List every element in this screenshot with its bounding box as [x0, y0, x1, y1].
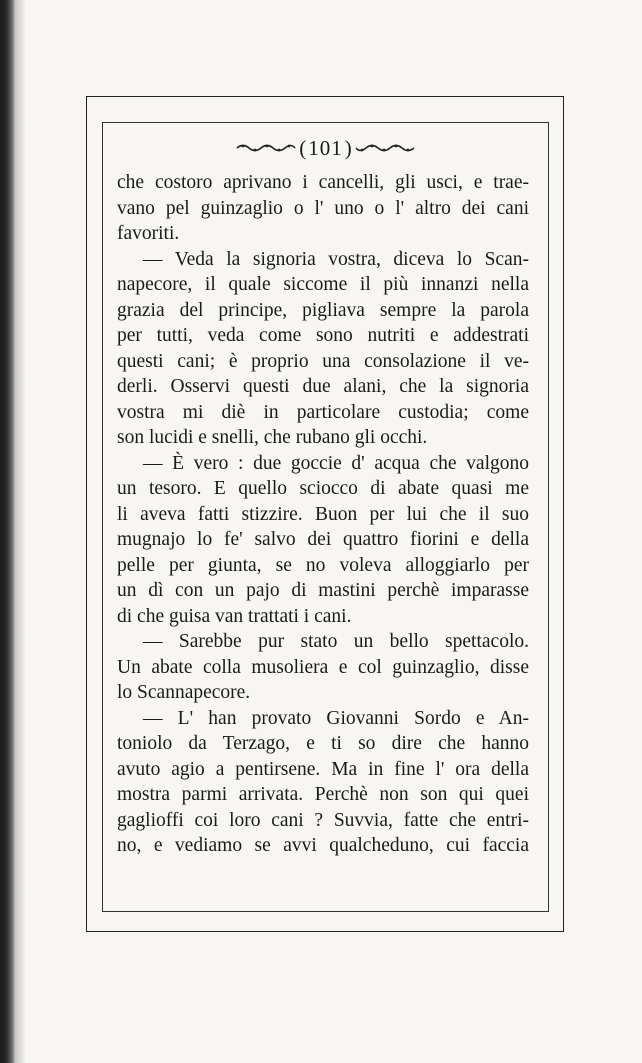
text-line: mostra parmi arrivata. Perchè non son qui quei: [117, 784, 529, 805]
body-text: [117, 170, 529, 859]
text-line: Un abate colla musoliera e col guinzaglio, disse: [117, 656, 529, 678]
right-ornament-icon: [354, 142, 416, 154]
book-spine-edge: [0, 0, 16, 1063]
text-line: grazia del principe, pigliava sempre la parola: [117, 299, 529, 321]
text-line: un dì con un pajo di mastini perchè imparasse: [117, 580, 529, 601]
text-line: toniolo da Terzago, e ti so dire che hanno: [117, 733, 529, 754]
text-line: un tesoro. E quello sciocco di abate quasi me: [117, 478, 529, 499]
text-line: — L' han provato Giovanni Sordo e An-: [143, 707, 529, 729]
header-right-paren: ): [344, 135, 352, 160]
text-line: no, e vediamo se avvi qualcheduno, cui faccia: [117, 835, 529, 856]
text-line: mugnajo lo fe' salvo dei quattro fiorini e della: [117, 529, 529, 550]
text-line: — È vero : due goccie d' acqua che valgono: [143, 452, 529, 474]
text-line: — Veda la signoria vostra, diceva lo Scan-: [143, 248, 529, 270]
text-line: di che guisa van trattati i cani.: [117, 605, 352, 627]
text-line: vostra mi diè in particolare custodia; come: [117, 401, 529, 423]
page-number: 101: [308, 135, 343, 160]
text-line: — Sarebbe pur stato un bello spettacolo.: [143, 631, 529, 652]
text-line: derli. Osservi questi due alani, che la signoria: [117, 376, 529, 397]
left-ornament-icon: [235, 142, 297, 154]
text-line: gaglioffi coi loro cani ? Suvvia, fatte che entri-: [117, 809, 529, 831]
spine-shadow: [16, 0, 26, 1063]
running-header: [102, 134, 549, 162]
text-line: avuto agio a pentirsene. Ma in fine l' ora della: [117, 758, 529, 780]
text-line: lo Scannapecore.: [117, 682, 251, 703]
text-line: favoriti.: [117, 223, 180, 244]
text-line: per tutti, veda come sono nutriti e addestrati: [117, 325, 529, 346]
text-line: vano pel guinzaglio o l' uno o l' altro dei cani: [117, 197, 529, 219]
text-line: napecore, il quale siccome il più innanzi nella: [117, 274, 529, 295]
text-line: questi cani; è proprio una consolazione il ve-: [117, 350, 529, 372]
text-line: che costoro aprivano i cancelli, gli usci, e trae-: [117, 172, 529, 193]
text-line: li aveva fatti stizzire. Buon per lui che il suo: [117, 503, 529, 525]
header-left-paren: (: [299, 135, 307, 160]
text-line: son lucidi e snelli, che rubano gli occhi.: [117, 427, 428, 448]
text-line: pelle per giunta, se no voleva alloggiarlo per: [117, 554, 529, 576]
